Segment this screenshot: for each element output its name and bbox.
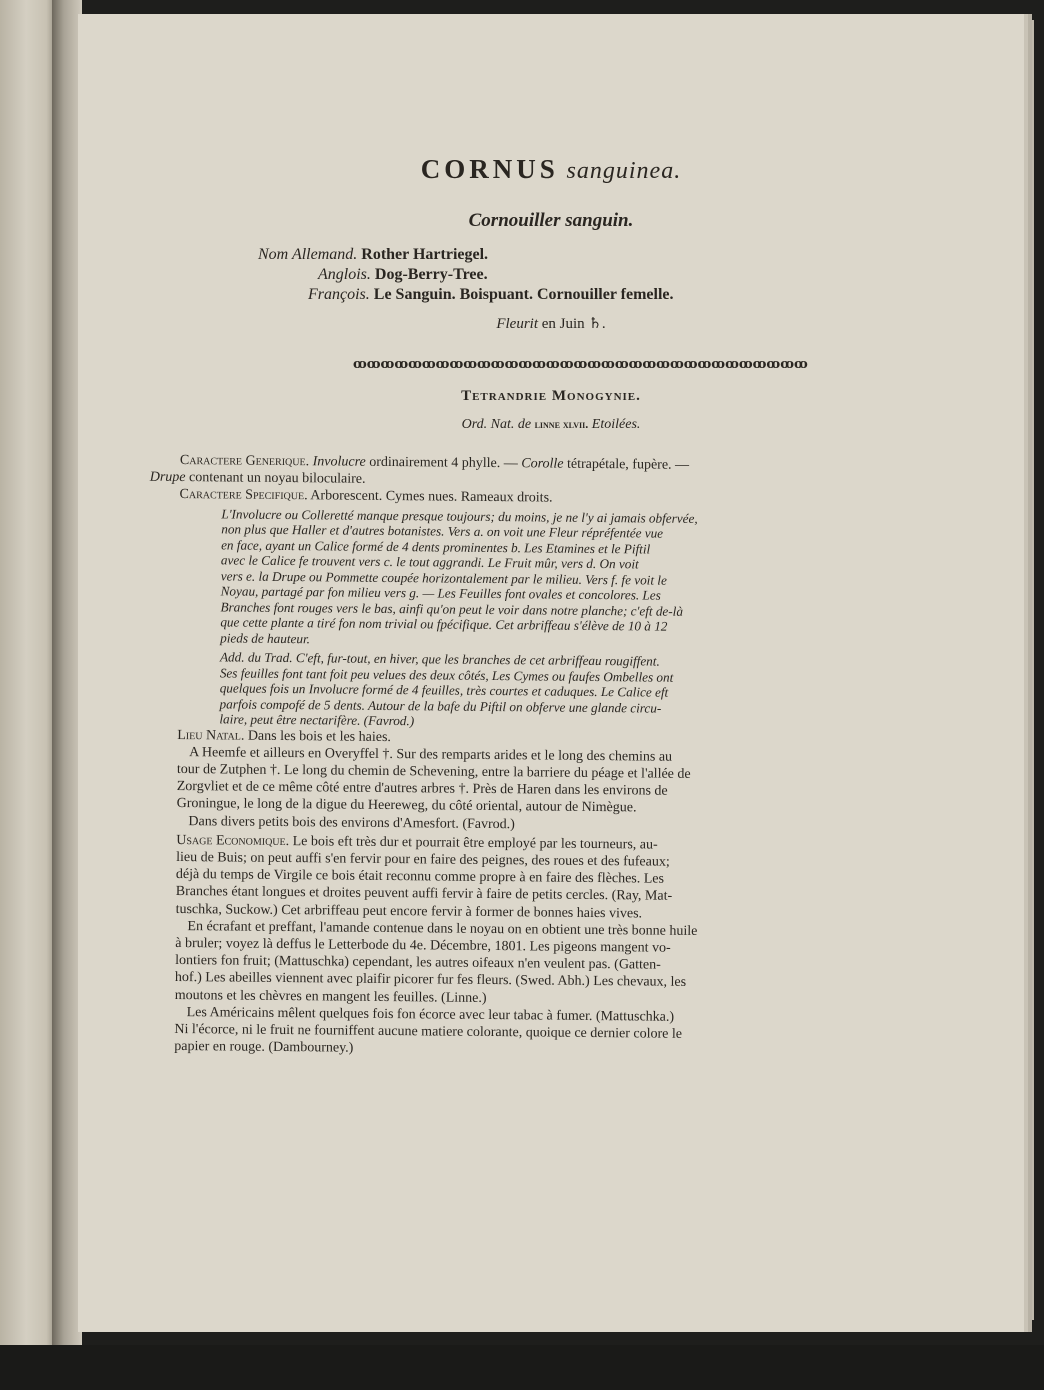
note-line: pieds de hauteur. [220,630,311,646]
note-line: laire, peut être nectarifère. (Favrod.) [219,711,415,729]
name-label: Anglois. [318,266,371,283]
native-line: Zorgvliet et de ce même côté entre d'autres arbres †. Près de Haren dans les environs de [176,779,668,799]
usage-line: tuschka, Suckow.) Cet arbriffeau peut encore fervir à former de bonnes haies vives. [175,901,643,922]
usage-text: Le bois eft très dur et pourrait être employé par les tourneurs, au- [292,833,658,853]
usage-line: papier en rouge. (Dambourney.) [174,1039,354,1056]
native-line: tour de Zutphen †. Le long du chemin de Schevening, entre la barriere du péage et l'allée de [176,762,691,782]
note-line: Noyau, partagé par fon milieu vers g. — Les Feuilles font ovales et concolores. Les [220,583,661,603]
usage-line: à bruler; voyez là deffus le Letterbode du 4e. Décembre, 1801. Les pigeons mangent vo- [175,936,671,956]
usage-line: moutons et les chèvres en mangent les feuilles. (Linne.) [174,987,487,1006]
usage-line: déjà du temps de Virgile ce bois était reconnu comme propre à en faire des flèches. Les [175,867,665,887]
note-line: L'Involucre ou Colleretté manque presque toujours; du moins, je ne l'y ai jamais obfervée, [221,506,698,526]
generic-text: contenant un noyau biloculaire. [188,470,366,487]
name-value: Rother Hartriegel. [361,246,489,263]
usage-line: Les Américains mêlent quelques fois fon écorce avec leur tabac à fumer. (Mattuschka.) [186,1004,675,1025]
note-line: avec le Calice fe trouvent vers c. le tout aggrandi. Le Fruit mûr, vers d. On voit [220,552,639,572]
usage-line: Branches étant longues et droites peuvent auffi fervir à faire de petits cercles. (Ray, Mat- [175,884,673,905]
order-name: linne xlvii. [534,417,589,431]
name-value: Dog-Berry-Tree. [374,266,488,283]
native-line: A Heemfe et ailleurs en Overyffel †. Sur des remparts arides et le long des chemins au [189,744,673,765]
linnaean-class: Tetrandrie Monogynie. [461,388,641,404]
title-species: sanguinea. [566,158,682,184]
name-label: François. [308,286,370,303]
usage-line: hof.) Les abeilles viennent avec plaifir picorer fur fes fleurs. (Swed. Abh.) Les chevaux, les [174,970,687,991]
name-label: Nom Allemand. [258,246,358,263]
vernacular-name-french [308,286,674,304]
note-line: Ses feuilles font tant foit peu velues des deux côtés, Les Cymes ou faufes Ombelles ont [219,665,674,685]
flowering-label: Fleurit [496,316,539,332]
generic-term: Involucre [312,454,366,470]
page-content [78,14,1024,1332]
flowering-value: en Juin ♄. [541,316,606,332]
usage-line: lontiers fon fruit; (Mattuschka) cependant, les autres oifeaux n'en veulent pas. (Gatten- [175,953,661,973]
usage-line: Ni l'écorce, ni le fruit ne fourniffent aucune matiere colorante, quoique ce dernier colore le [174,1022,683,1042]
section-head: Lieu Natal. [177,727,245,744]
page-body [149,452,940,1063]
generic-term: Drupe [149,469,186,486]
note-line: en face, ayant un Calice formé de 4 dents prominentes b. Les Etamines et le Piftil [221,537,651,557]
note-line: Add. du Trad. C'eft, fur-tout, en hiver, que les branches de cet arbriffeau rougiffent. [219,649,660,669]
native-text: Dans les bois et les haies. [247,728,392,745]
generic-term: Corolle [521,456,564,472]
native-line: Groningue, le long de la digue du Heereweg, du côté oriental, autour de Nimègue. [176,796,637,816]
usage-line: En écrafant et preffant, l'amande contenue dans le noyau on en obtient une très bonne huile [187,918,698,939]
description-note [178,506,939,653]
page-subtitle: Cornouiller sanguin. [468,210,634,231]
vernacular-name-german [258,246,488,264]
generic-text: ordinairement 4 phylle. — [369,454,518,472]
note-line: vers e. la Drupe ou Pommette coupée horizontalement par le milieu. Vers f. fe voit le [220,568,667,588]
background-band [0,1345,1044,1390]
note-line: non plus que Haller et d'autres botanistes. Vers a. on voit une Fleur répréfentée vue [221,521,664,541]
order-prefix: Ord. Nat. de [461,417,532,432]
specific-text: Arborescent. Cymes nues. Rameaux droits. [310,488,553,506]
generic-text: tétrapétale, fupère. — [566,456,690,473]
note-line: que cette plante a tiré fon nom trivial ou fpécifique. Cet arbriffeau s'élève de 10 à 12 [220,614,668,634]
translator-note [177,649,938,734]
name-value: Le Sanguin. Boispuant. Cornouiller femelle. [373,286,674,303]
natural-order [78,417,1024,433]
page-title [78,154,1024,185]
note-line: Branches font rouges vers le bas, ainfi qu'on peut le voir dans notre planche; c'eft de-là [220,599,684,619]
ornamental-divider: ꝏꝏꝏꝏꝏꝏꝏꝏꝏꝏꝏꝏꝏꝏꝏꝏꝏꝏꝏꝏꝏꝏꝏꝏꝏꝏꝏꝏꝏꝏꝏꝏꝏ [353,356,808,371]
usage-line: lieu de Buis; on peut auffi s'en fervir pour en faire des peignes, des roues et des fufeaux; [176,850,670,870]
flowering-time [78,314,1024,333]
order-suffix: Etoilées. [591,417,641,432]
right-page [78,14,1024,1332]
note-line: parfois compofé de 5 dents. Autour de la bafe du Piftil on obferve une glande circu- [219,696,662,716]
section-head: Usage Economique. [176,832,290,849]
title-genus: CORNUS [420,154,559,184]
note-line: quelques fois un Involucre formé de 4 feuilles, très courtes et caduques. Le Calice eft [219,680,669,700]
vernacular-name-english [318,266,488,284]
section-head: Caractere Specifique. [179,487,308,504]
native-line: Dans divers petits bois des environs d'Amesfort. (Favrod.) [188,813,515,832]
left-page-edge [0,0,58,1345]
section-head: Caractere Generique. [179,452,310,470]
